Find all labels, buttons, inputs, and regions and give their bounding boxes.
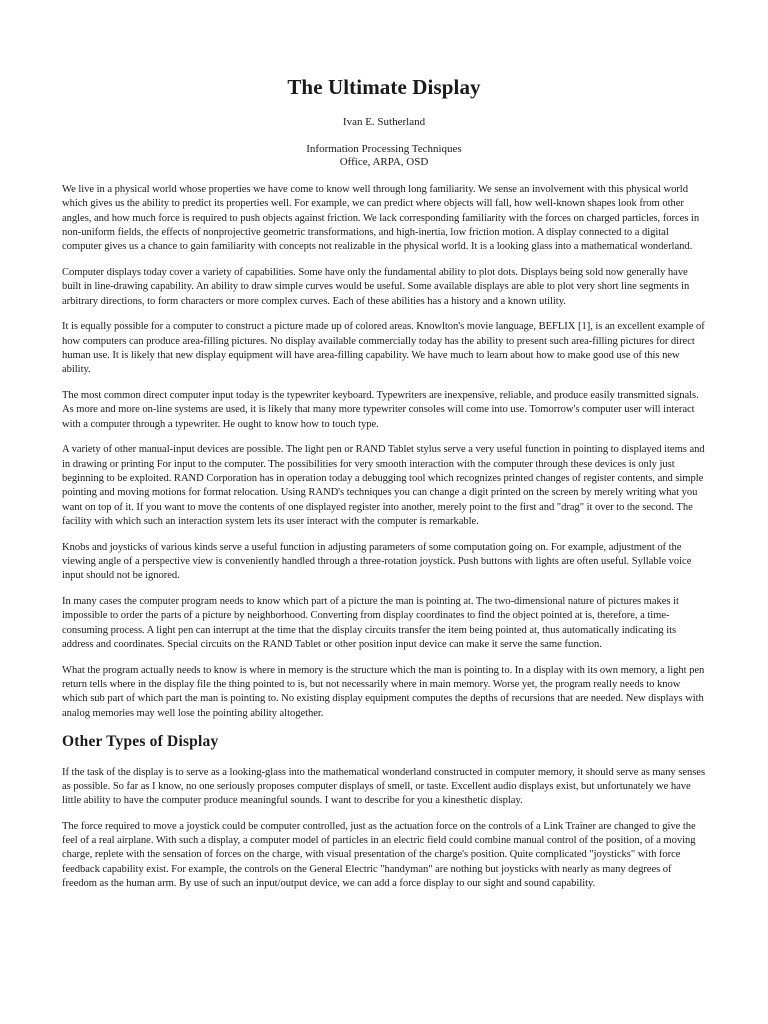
paragraph: A variety of other manual-input devices are possible. The light pen or RAND Tablet stylus serve a very useful function in pointing to displayed items and in drawing or printing For input to the computer. The possibilities for very smooth interaction with the computer through these devices is only just beginning to be exploited. RAND Corporation has in operation today a debugging tool which recognizes printed changes of register contents, and simple pointing and moving motions for format relocation. Using RAND's techniques you can change a digit printed on the screen by merely writing what you want on top of it. If you want to move the contents of one displayed register into another, merely point to the first and "drag" it over to the second. The facility with which such an interaction system lets its user interact with the computer is remarkable. bbox=[62, 444, 705, 527]
paragraph: The most common direct computer input today is the typewriter keyboard. Typewriters are inexpensive, reliable, and produce easily transmitted signals. As more and more on-line systems are used, it is likely that many more typewriter consoles will come into use. Tomorrow's computer user will interact with a computer through a typewriter. He ought to know how to touch type. bbox=[62, 390, 699, 430]
paragraph: What the program actually needs to know is where in memory is the structure which the man is pointing to. In a display with its own memory, a light pen return tells where in the display file the thing pointed to is, but not necessarily where in main memory. Worse yet, the program really needs to know which sub part of which part the man is pointing to. No existing display equipment computes the depths of recursions that are needed. New displays with analog memories may well lose the pointing ability altogether. bbox=[62, 664, 705, 719]
affiliation-line-2: Office, ARPA, OSD bbox=[339, 156, 429, 168]
paragraph: Knobs and joysticks of various kinds serve a useful function in adjusting parameters of some computation going on. For example, adjustment of the viewing angle of a perspective view is conveniently handled through a three-rotation joystick. Push buttons with lights are often useful. Syllable voice input should not be ignored. bbox=[62, 541, 692, 582]
section-heading: Other Types of Display bbox=[62, 732, 219, 750]
paragraph: Computer displays today cover a variety of capabilities. Some have only the fundamental ability to plot dots. Displays being sold now generally have built in line-drawing capability. An ability to draw simple curves would be useful. Some available displays are able to plot very short line segments in arbitrary directions, to form characters or more complex curves. Each of these abilities has a history and a known utility. bbox=[62, 266, 690, 307]
paragraph: It is equally possible for a computer to construct a picture made up of colored areas. Knowlton's movie language, BEFLIX [1], is an excellent example of how computers can produce area-filling pictures. No display available commercially today has the ability to present such area-filling pictures for direct human use. It is likely that new display equipment will have area-filling capability. We have much to learn about how to make good use of this new ability. bbox=[62, 321, 705, 376]
paragraph: If the task of the display is to serve as a looking-glass into the mathematical wonderland constructed in computer memory, it should serve as many senses as possible. So far as I know, no one seriously proposes computer displays of smell, or taste. Excellent audio displays exist, but unfortunately we have little ability to have the computer produce meaningful sounds. I want to describe for you a kinesthetic display. bbox=[62, 766, 706, 807]
paragraph: In many cases the computer program needs to know which part of a picture the man is pointing at. The two-dimensional nature of pictures makes it impossible to order the parts of a picture by neighborhood. Converting from display coordinates to find the object pointed at is, therefore, a time-consuming process. A light pen can interrupt at the time that the display circuits transfer the item being pointed at, thus automatically indicating its address and coordinates. Special circuits on the RAND Tablet or other position input device can make it serve the same function. bbox=[62, 596, 679, 651]
paragraph: The force required to move a joystick could be computer controlled, just as the actuation force on the controls of a Link Trainer are changed to give the feel of a real airplane. With such a display, a computer model of particles in an electric field could combine manual control of the position, of a moving charge, replete with the sensation of forces on the charge, with visual presentation of the charge's position. Quite complicated "joysticks" with force feedback capability exist. For example, the controls on the General Electric "handyman" are nothing but joysticks with nearly as many degrees of freedom as the human arm. By use of such an input/output device, we can add a force display to our sight and sound capability. bbox=[62, 820, 696, 890]
document-title: The Ultimate Display bbox=[287, 75, 481, 99]
body-text bbox=[62, 183, 706, 903]
paragraph: We live in a physical world whose properties we have come to know well through long familiarity. We sense an involvement with this physical world which gives us the ability to predict its properties well. For example, we can predict where objects will fall, how well-known shapes look from other angles, and how much force is required to push objects against friction. We lack corresponding familiarity with the forces on charged particles, forces in non-uniform fields, the effects of nonprojective geometric transformations, and high-inertia, low friction motion. A display connected to a digital computer gives us a chance to gain familiarity with concepts not realizable in the physical world. It is a looking glass into a mathematical wonderland. bbox=[62, 184, 700, 253]
author-name: Ivan E. Sutherland bbox=[342, 116, 426, 128]
affiliation-line-1: Information Processing Techniques bbox=[306, 143, 462, 155]
